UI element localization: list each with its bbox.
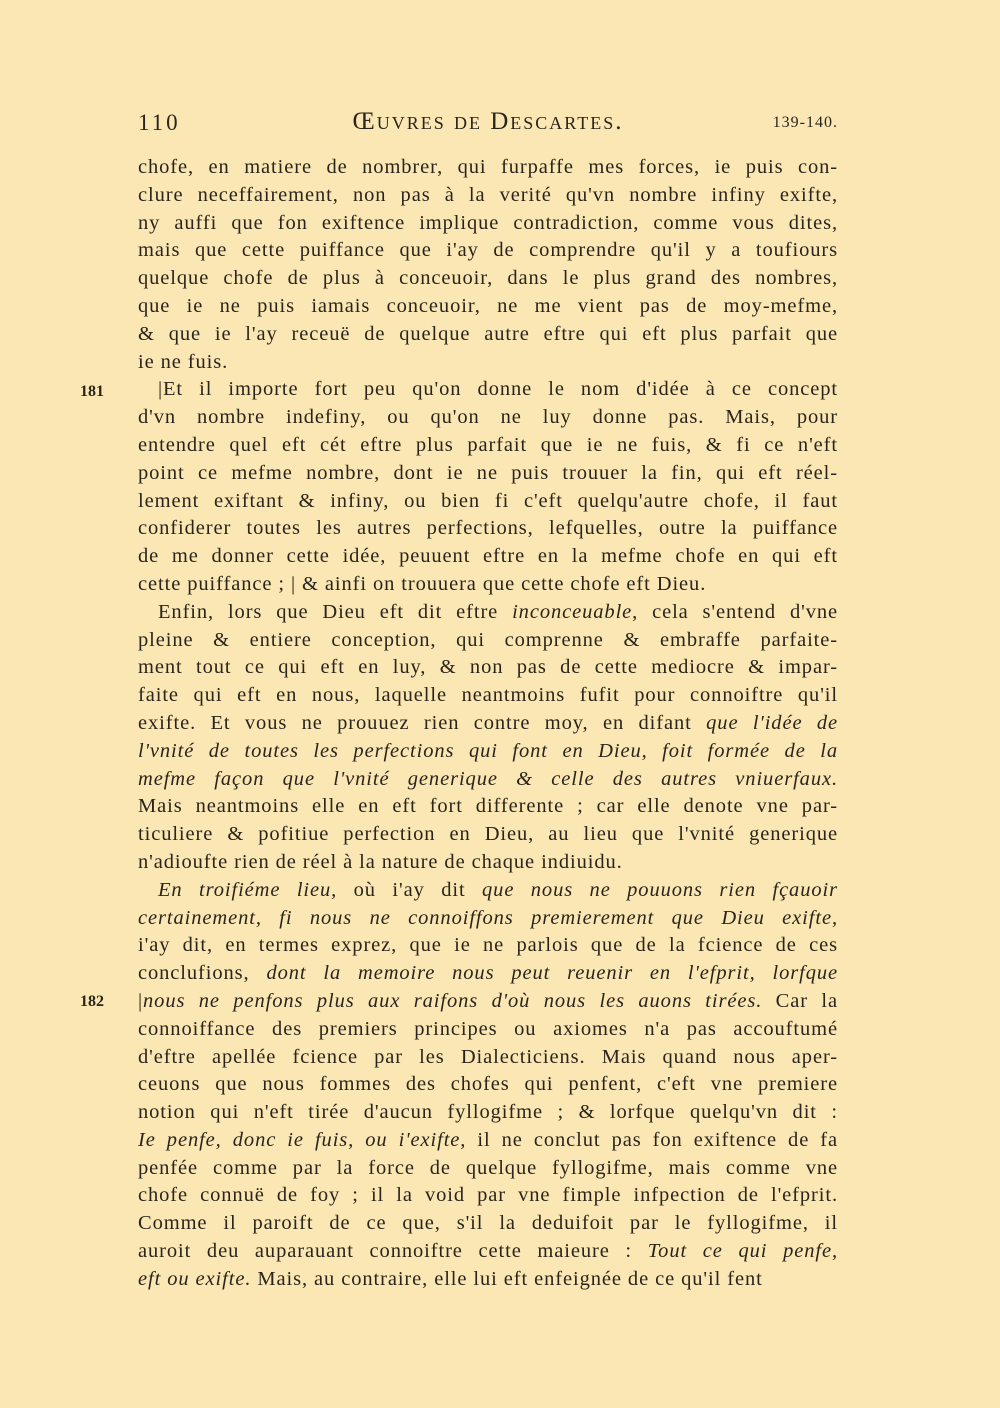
text-segment: chofe connuë de foy ; il la void par vne fimple infpection de l'efprit. xyxy=(138,1184,838,1207)
text-line xyxy=(138,877,838,905)
text-line xyxy=(138,404,838,432)
text-segment: ny auffi que fon exiftence implique contradiction, comme vous dites, xyxy=(138,211,838,234)
text-segment: ceuons que nous fommes des chofes qui penfent, c'eft vne premiere xyxy=(138,1073,838,1096)
text-segment: ie ne fuis. xyxy=(138,350,229,373)
text-line xyxy=(138,571,838,599)
text-line xyxy=(138,627,838,655)
margin-line-number: 181 xyxy=(80,383,104,400)
text-line xyxy=(138,1016,838,1044)
text-segment: que ie ne puis iamais conceuoir, ne me vient pas de moy-mefme, xyxy=(138,294,838,317)
italic-segment: que l'idée de xyxy=(706,711,838,734)
text-line xyxy=(138,460,838,488)
italic-segment: que nous ne pouuons rien fçauoir xyxy=(482,878,838,901)
text-segment: n'adioufte rien de réel à la nature de chaque indiuidu. xyxy=(138,850,623,873)
page-header xyxy=(138,108,838,144)
italic-segment: l'vnité de toutes les perfections qui font en Dieu, foit formée de la xyxy=(138,739,838,762)
italic-segment: En troifiéme lieu, xyxy=(158,878,338,901)
text-segment: quelque chofe de plus à conceuoir, dans le plus grand des nombres, xyxy=(138,267,838,290)
running-title: Œuvres de Descartes. xyxy=(352,108,624,135)
text-segment: chofe, en matiere de nombrer, qui furpaffe mes forces, ie puis con- xyxy=(138,156,838,178)
text-segment: pleine & entiere conception, qui comprenne & embraffe parfaite- xyxy=(138,628,838,651)
text-segment: confiderer toutes les autres perfections, lefquelles, outre la puiffance xyxy=(138,517,838,540)
text-segment: connoiffance des premiers principes ou axiomes n'a pas accouftumé xyxy=(138,1017,838,1040)
text-segment: auroit deu auparauant connoiftre cette maieure : xyxy=(138,1240,648,1263)
page-number: 110 xyxy=(138,110,181,135)
text-line xyxy=(138,210,838,238)
text-segment: Comme il paroift de ce que, s'il la deduifoit par le fyllogifme, il xyxy=(138,1212,838,1235)
text-line xyxy=(138,599,838,627)
text-line xyxy=(138,682,838,710)
text-segment: notion qui n'eft tirée d'aucun fyllogifme ; & lorfque quelqu'vn dit : xyxy=(138,1101,838,1124)
text-segment: Mais, au contraire, elle lui eft enfeignée de ce qu'il fent xyxy=(251,1267,763,1290)
italic-segment: dont la memoire nous peut reuenir en l'efprit, lorfque xyxy=(266,962,838,985)
text-segment: Mais neantmoins elle en eft fort differente ; car elle denote vne par- xyxy=(138,795,838,818)
italic-segment: certainement, fi nous ne connoiffons premierement que Dieu exifte, xyxy=(138,906,838,929)
text-line xyxy=(138,293,838,321)
text-line xyxy=(138,265,838,293)
text-segment: cette puiffance ; | & ainfi on trouuera que cette chofe eft Dieu. xyxy=(138,572,707,595)
reference-range: 139-140. xyxy=(772,114,838,131)
text-line xyxy=(138,349,838,377)
text-line xyxy=(138,821,838,849)
text-line xyxy=(138,738,838,766)
text-line xyxy=(138,1155,838,1183)
text-segment: , cela s'entend d'vne xyxy=(632,600,838,623)
text-segment: & que ie l'ay receuë de quelque autre eftre qui eft plus parfait que xyxy=(138,322,838,345)
text-segment: penfée comme par la force de quelque fyllogifme, mais comme vne xyxy=(138,1156,838,1179)
text-line xyxy=(138,543,838,571)
text-line xyxy=(138,988,838,1016)
text-segment: Enfin, lors que Dieu eft dit eftre xyxy=(158,600,513,623)
text-segment: Car la xyxy=(762,989,838,1012)
text-line xyxy=(138,376,838,404)
italic-segment: eft ou exifte. xyxy=(138,1267,252,1290)
text-segment: ment tout ce qui eft en luy, & non pas de cette mediocre & impar- xyxy=(138,656,838,679)
text-line xyxy=(138,849,838,877)
text-segment: d'eftre apellée fcience par les Dialecticiens. Mais quand nous aper- xyxy=(138,1045,838,1068)
text-segment: exifte. Et vous ne prouuez rien contre moy, en difant xyxy=(138,711,707,734)
text-line xyxy=(138,960,838,988)
text-segment: où i'ay dit xyxy=(337,878,483,901)
text-line xyxy=(138,515,838,543)
text-line xyxy=(138,1071,838,1099)
text-line xyxy=(138,1182,838,1210)
text-segment: d'vn nombre indefiny, ou qu'on ne luy donne pas. Mais, pour xyxy=(138,406,838,429)
text-line xyxy=(138,1044,838,1072)
text-segment: point ce mefme nombre, dont ie ne puis trouuer la fin, qui eft réel- xyxy=(138,461,838,484)
text-segment: mais que cette puiffance que i'ay de comprendre qu'il y a toufiours xyxy=(138,239,838,262)
text-segment: |Et il importe fort peu qu'on donne le nom d'idée à ce concept xyxy=(158,378,838,401)
text-line xyxy=(138,905,838,933)
text-line xyxy=(138,321,838,349)
text-segment: il ne conclut pas fon exiftence de fa xyxy=(466,1128,838,1151)
text-line xyxy=(138,766,838,794)
text-line xyxy=(138,1099,838,1127)
text-line xyxy=(138,1238,838,1266)
text-line xyxy=(138,1210,838,1238)
margin-line-number: 182 xyxy=(80,993,104,1010)
text-segment: clure neceffairement, non pas à la verité qu'vn nombre infiny exifte, xyxy=(138,183,838,206)
text-line xyxy=(138,182,838,210)
text-segment: ticuliere & pofitiue perfection en Dieu, au lieu que l'vnité generique xyxy=(138,823,838,846)
text-segment: conclufions, xyxy=(138,962,267,985)
text-line xyxy=(138,654,838,682)
text-segment: lement exiftant & infiny, ou bien fi c'eft quelqu'autre chofe, il faut xyxy=(138,489,838,512)
body-text xyxy=(138,154,838,1294)
text-segment: | xyxy=(138,989,144,1012)
text-line xyxy=(138,1127,838,1155)
text-segment: faite qui eft en nous, laquelle neantmoins fufit pour connoiftre qu'il xyxy=(138,684,838,707)
text-line xyxy=(138,710,838,738)
italic-segment: Ie penfe, donc ie fuis, ou i'exifte, xyxy=(138,1128,467,1151)
text-line xyxy=(138,154,838,182)
italic-segment: Tout ce qui penfe, xyxy=(647,1240,839,1263)
italic-segment: mefme façon que l'vnité generique & celle des autres vniuerfaux. xyxy=(138,767,838,790)
text-line xyxy=(138,793,838,821)
italic-segment: nous ne penfons plus aux raifons d'où nous les auons tirées. xyxy=(143,989,763,1012)
text-line xyxy=(138,237,838,265)
text-line xyxy=(138,932,838,960)
text-segment: i'ay dit, en termes exprez, que ie ne parlois que de la fcience de ces xyxy=(138,934,838,957)
text-line xyxy=(138,432,838,460)
text-line xyxy=(138,488,838,516)
text-segment: de me donner cette idée, peuuent eftre en la mefme chofe en qui eft xyxy=(138,545,838,568)
italic-segment: inconceuable xyxy=(512,600,633,623)
text-segment: entendre quel eft cét eftre plus parfait que ie ne fuis, & fi ce n'eft xyxy=(138,433,838,456)
text-line xyxy=(138,1266,838,1294)
